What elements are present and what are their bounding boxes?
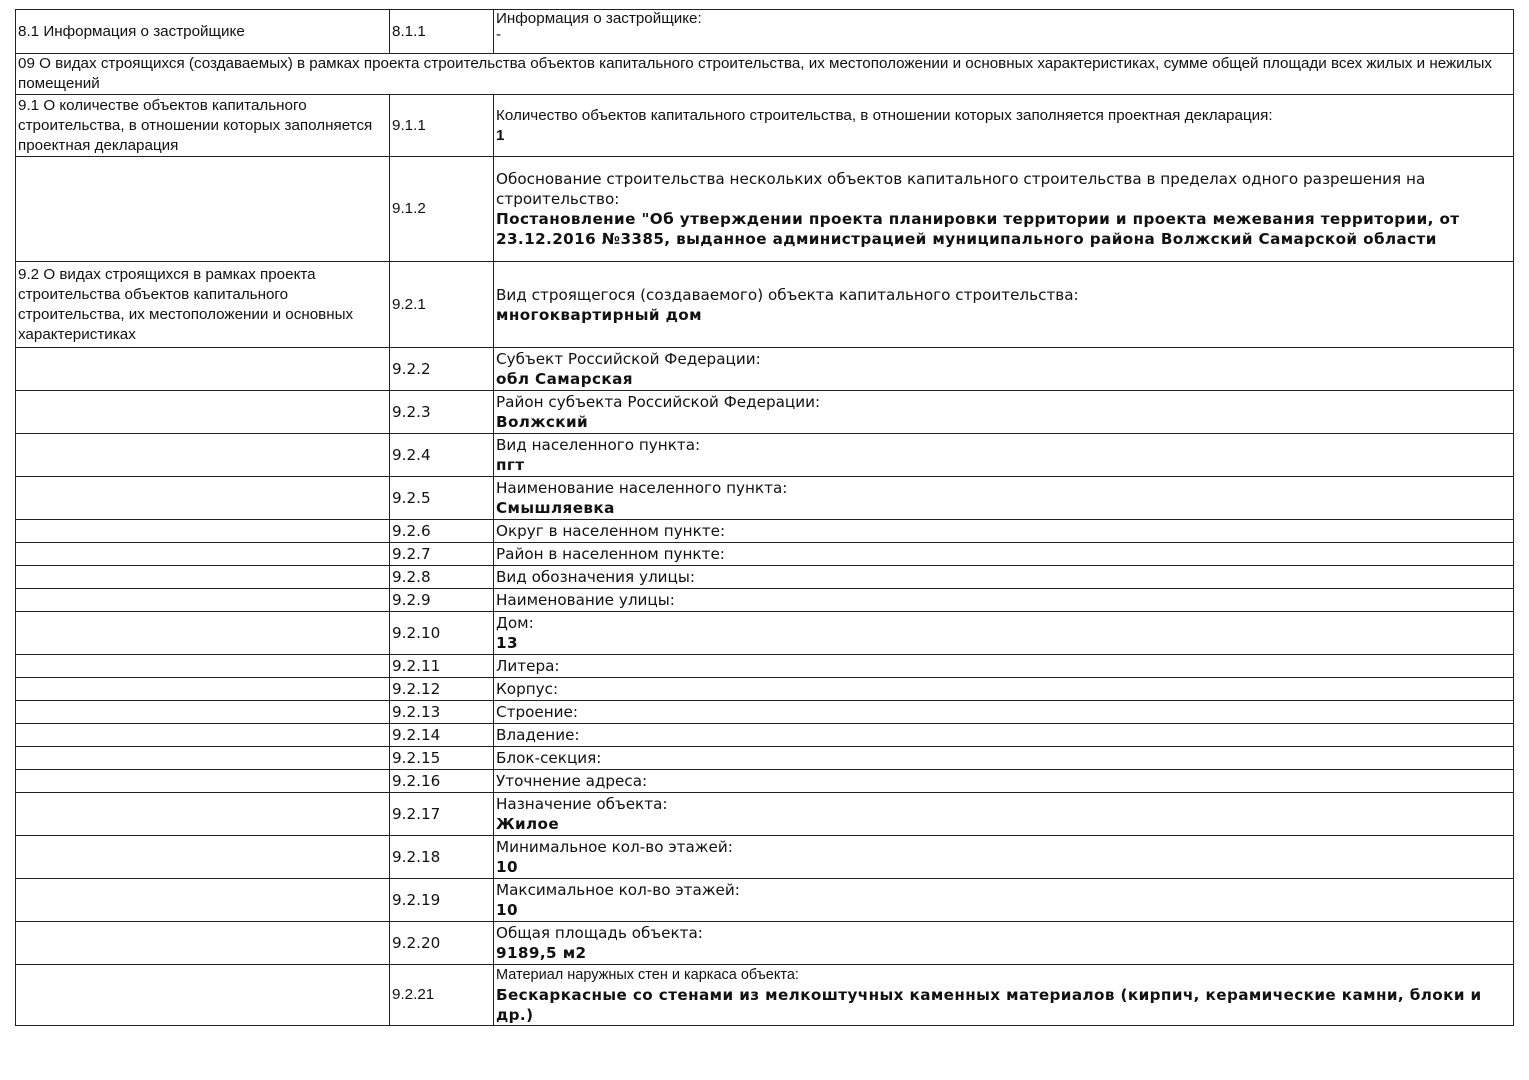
section-title-09: 09 О видах строящихся (создаваемых) в рамках проекта строительства объектов капитального строительства, их местоположении и основных характеристиках, сумме общей площади всех жилых и нежилых помещений [16,54,1514,95]
empty-section-cell [16,566,390,589]
item-label: Минимальное кол-во этажей: [496,838,733,856]
item-value: пгт [496,456,525,474]
item-label: Максимальное кол-во этажей: [496,881,740,899]
item-label: Информация о застройщике: [496,10,702,27]
item-value: Жилое [496,815,560,833]
item-code: 9.2.3 [390,391,494,434]
item-label: Обоснование строительства нескольких объектов капитального строительства в пределах одного разрешения на строительство: [496,170,1426,208]
item-cell [494,10,1514,54]
item-code: 9.2.14 [390,724,494,747]
table-row [16,391,1514,434]
empty-section-cell [16,520,390,543]
item-label: Дом: [496,614,534,632]
item-cell [494,612,1514,655]
empty-section-cell [16,157,390,262]
item-label: Назначение объекта: [496,795,668,813]
item-cell [494,157,1514,262]
item-label: Общая площадь объекта: [496,924,703,942]
table-row [16,770,1514,793]
item-label: Строение: [496,703,578,721]
section-title-9-2: 9.2 О видах строящихся в рамках проекта строительства объектов капитального строительства, их местоположении и основных характеристиках [16,262,390,348]
table-row [16,965,1514,1026]
table-row [16,724,1514,747]
project-declaration-document [15,9,1513,1026]
item-label: Вид строящегося (создаваемого) объекта капитального строительства: [496,285,1079,304]
item-cell [494,655,1514,678]
item-value: Волжский [496,413,589,431]
item-cell [494,770,1514,793]
item-label: Блок-секция: [496,749,602,767]
item-code: 9.2.11 [390,655,494,678]
item-code: 9.2.19 [390,879,494,922]
empty-section-cell [16,678,390,701]
item-cell [494,348,1514,391]
item-code: 9.2.21 [390,965,494,1026]
item-cell [494,965,1514,1026]
empty-section-cell [16,348,390,391]
item-cell [494,520,1514,543]
table-row [16,566,1514,589]
empty-section-cell [16,543,390,566]
item-cell [494,678,1514,701]
table-row [16,747,1514,770]
item-label: Материал наружных стен и каркаса объекта: [496,967,799,983]
item-label: Уточнение адреса: [496,772,648,790]
item-label: Корпус: [496,680,559,698]
item-code: 9.2.18 [390,836,494,879]
item-code: 9.2.10 [390,612,494,655]
section-header-row [16,54,1514,95]
table-row [16,477,1514,520]
empty-section-cell [16,655,390,678]
table-row [16,95,1514,157]
item-cell [494,434,1514,477]
empty-section-cell [16,477,390,520]
table-row [16,836,1514,879]
empty-section-cell [16,836,390,879]
empty-section-cell [16,922,390,965]
item-cell [494,391,1514,434]
table-row [16,262,1514,348]
item-label: Вид населенного пункта: [496,436,701,454]
item-code: 9.2.5 [390,477,494,520]
empty-section-cell [16,612,390,655]
empty-section-cell [16,724,390,747]
item-value: 10 [496,858,518,876]
item-value: - [496,26,502,43]
table-row [16,922,1514,965]
item-label: Субъект Российской Федерации: [496,350,761,368]
item-code: 9.2.8 [390,566,494,589]
table-row [16,434,1514,477]
item-value: многоквартирный дом [496,305,702,324]
item-cell [494,95,1514,157]
item-code: 9.1.1 [390,95,494,157]
item-label: Район в населенном пункте: [496,545,725,563]
item-code: 9.2.6 [390,520,494,543]
empty-section-cell [16,879,390,922]
empty-section-cell [16,434,390,477]
item-cell [494,701,1514,724]
table-row [16,655,1514,678]
item-label: Владение: [496,726,580,744]
item-cell [494,747,1514,770]
item-cell [494,589,1514,612]
item-value: 10 [496,901,518,919]
item-cell [494,922,1514,965]
table-row [16,701,1514,724]
item-code: 9.1.2 [390,157,494,262]
item-cell [494,793,1514,836]
item-value: Бескаркасные со стенами из мелкоштучных каменных материалов (кирпич, керамические камни, блоки и др.) [496,986,1482,1024]
item-code: 9.2.4 [390,434,494,477]
item-value: 9189,5 м2 [496,944,587,962]
item-cell [494,879,1514,922]
item-label: Округ в населенном пункте: [496,522,726,540]
item-value: Смышляевка [496,499,615,517]
table-row [16,879,1514,922]
item-label: Наименование населенного пункта: [496,479,788,497]
empty-section-cell [16,701,390,724]
item-code: 8.1.1 [390,10,494,54]
item-cell [494,724,1514,747]
section-title-8-1: 8.1 Информация о застройщике [16,10,390,54]
empty-section-cell [16,793,390,836]
item-label: Вид обозначения улицы: [496,568,695,586]
table-row [16,543,1514,566]
item-value: Постановление "Об утверждении проекта планировки территории и проекта межевания территории, от 23.12.2016 №3385, выданное администрацией муниципального района Волжский Самарской области [496,210,1460,248]
item-label: Количество объектов капитального строительства, в отношении которых заполняется проектная декларация: [496,106,1273,124]
item-code: 9.2.2 [390,348,494,391]
table-row [16,589,1514,612]
item-value: 13 [496,634,518,652]
item-cell [494,477,1514,520]
table-row [16,793,1514,836]
item-cell [494,262,1514,348]
empty-section-cell [16,589,390,612]
empty-section-cell [16,770,390,793]
item-code: 9.2.9 [390,589,494,612]
empty-section-cell [16,391,390,434]
item-code: 9.2.20 [390,922,494,965]
declaration-table [15,9,1514,1026]
item-code: 9.2.7 [390,543,494,566]
table-row [16,520,1514,543]
item-cell [494,566,1514,589]
empty-section-cell [16,747,390,770]
item-label: Район субъекта Российской Федерации: [496,393,821,411]
item-code: 9.2.12 [390,678,494,701]
section-title-9-1: 9.1 О количестве объектов капитального строительства, в отношении которых заполняется проектная декларация [16,95,390,157]
item-code: 9.2.13 [390,701,494,724]
item-code: 9.2.17 [390,793,494,836]
item-code: 9.2.1 [390,262,494,348]
empty-section-cell [16,965,390,1026]
item-label: Литера: [496,657,560,675]
item-cell [494,543,1514,566]
table-row [16,157,1514,262]
table-row [16,10,1514,54]
item-value: 1 [496,126,505,144]
item-value: обл Самарская [496,370,633,388]
table-row [16,612,1514,655]
table-row [16,348,1514,391]
item-label: Наименование улицы: [496,591,675,609]
item-cell [494,836,1514,879]
item-code: 9.2.15 [390,747,494,770]
item-code: 9.2.16 [390,770,494,793]
table-row [16,678,1514,701]
